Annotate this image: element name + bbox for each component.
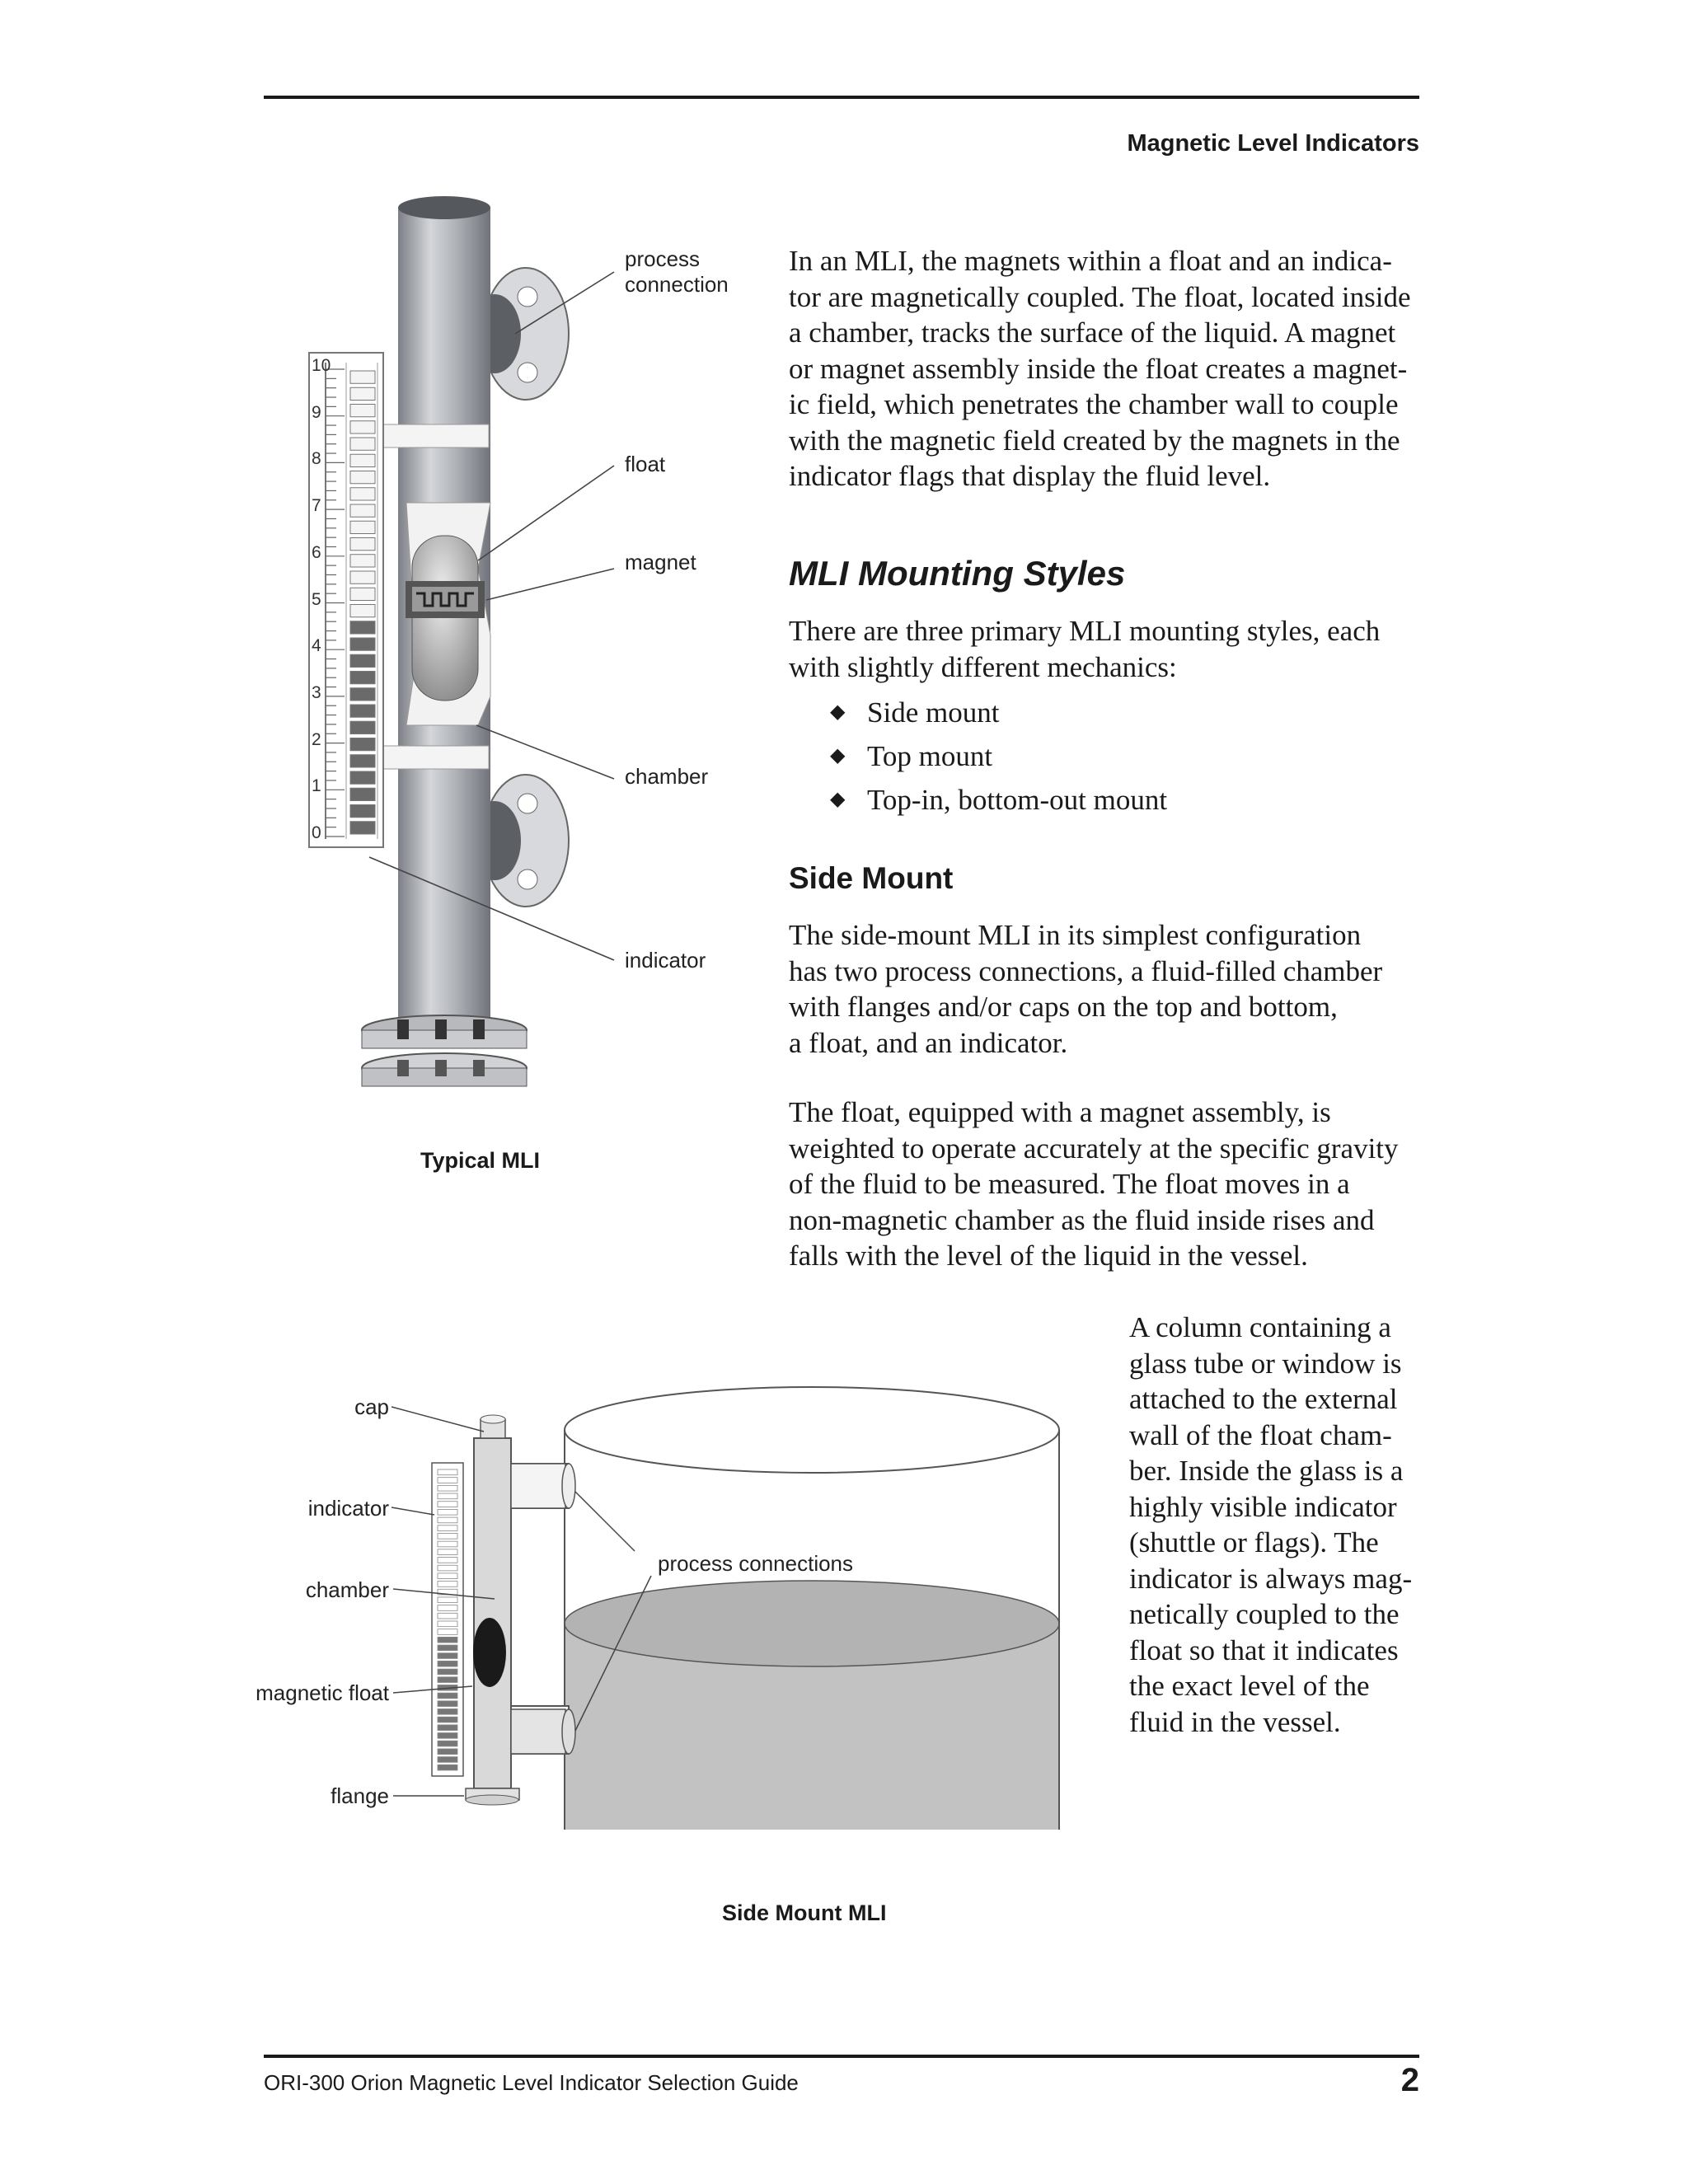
indicator-flag (438, 1558, 457, 1563)
intro-line: In an MLI, the magnets within a float and an indica- (789, 245, 1392, 277)
indicator-flag (438, 1565, 457, 1571)
label-cap: cap (354, 1394, 389, 1419)
indicator-flag (438, 1677, 457, 1683)
scale-number: 5 (312, 589, 321, 609)
label-indicator: indicator (307, 1496, 389, 1521)
page-number: 2 (1400, 2062, 1419, 2098)
indicator-flag (350, 755, 375, 767)
mounting-intro-line: with slightly different mechanics: (789, 650, 1177, 683)
leader-process-connection-upper (575, 1492, 635, 1551)
mounting-styles-list (789, 691, 1167, 822)
indicator-flag (350, 705, 375, 717)
side-mount-paragraph-1 (789, 917, 1382, 1061)
indicator-flag (438, 1653, 457, 1659)
label-float: float (625, 452, 666, 476)
paragraph-line: fluid in the vessel. (1129, 1705, 1341, 1738)
indicator-flag (438, 1749, 457, 1755)
paragraph-line: non-magnetic chamber as the fluid inside rises and (789, 1203, 1375, 1236)
paragraph-line: of the fluid to be measured. The float moves in a (789, 1168, 1350, 1200)
diamond-bullet-icon: ◆ (830, 701, 846, 723)
intro-line: with the magnetic field created by the magnets in the (789, 424, 1400, 457)
indicator-flag (350, 521, 375, 533)
paragraph-line: falls with the level of the liquid in the vessel. (789, 1240, 1308, 1272)
indicator-flag (438, 1526, 457, 1531)
intro-line: a chamber, tracks the surface of the liquid. A magnet (789, 316, 1396, 349)
leader-indicator (392, 1507, 434, 1515)
indicator-flag (350, 555, 375, 567)
scale-number: 10 (312, 356, 331, 375)
paragraph-line: glass tube or window is (1129, 1347, 1402, 1380)
indicator-flag (350, 588, 375, 600)
paragraph-line: float so that it indicates (1129, 1633, 1399, 1666)
scale-number: 1 (312, 776, 321, 796)
scale-number: 2 (312, 729, 321, 749)
paragraph-line: a float, and an indicator. (789, 1026, 1068, 1059)
indicator-flag (350, 654, 375, 667)
diamond-bullet-icon: ◆ (830, 745, 846, 766)
indicator-flag (438, 1502, 457, 1507)
indicator-flag (350, 672, 375, 684)
scale-number: 3 (312, 682, 321, 702)
paragraph-line: indicator is always mag- (1129, 1562, 1413, 1595)
intro-line: ic field, which penetrates the chamber wall to couple (789, 388, 1399, 420)
section-header: Magnetic Level Indicators (1127, 130, 1419, 157)
indicator-flag (438, 1478, 457, 1483)
indicator-flag (438, 1509, 457, 1515)
mounting-intro-line: There are three primary MLI mounting styles, each (789, 615, 1381, 647)
paragraph-line: has two process connections, a fluid-filled chamber (789, 954, 1383, 987)
scale-number: 8 (312, 449, 321, 469)
paragraph-line: weighted to operate accurately at the specific gravity (789, 1132, 1399, 1165)
typical-mli-figure (297, 194, 758, 1125)
paragraph-line: ber. Inside the glass is a (1129, 1455, 1404, 1487)
indicator-flag (438, 1549, 457, 1555)
bottom-flange (362, 1015, 527, 1086)
indicator-flag (438, 1645, 457, 1651)
label-process-connections: process connections (658, 1551, 854, 1576)
bottom-rule (264, 2055, 1419, 2058)
label-flange: flange (331, 1783, 389, 1808)
upper-band (383, 424, 489, 448)
indicator-flag (438, 1725, 457, 1731)
indicator-flag (350, 638, 375, 650)
leader-chamber (476, 725, 614, 779)
top-rule (264, 96, 1419, 99)
indicator-flag (438, 1517, 457, 1523)
paragraph-line: wall of the float cham- (1129, 1418, 1392, 1451)
list-item: ◆ Top mount (789, 734, 1167, 778)
indicator-flag (350, 571, 375, 583)
paragraph-line: The float, equipped with a magnet assembly, is (789, 1096, 1331, 1128)
indicator-flag (438, 1485, 457, 1491)
side-mount-paragraph-3 (1129, 1310, 1412, 1740)
paragraph-line: The side-mount MLI in its simplest configuration (789, 919, 1362, 951)
intro-line: indicator flags that display the fluid level. (789, 460, 1271, 492)
paragraph-line: with flanges and/or caps on the top and bottom, (789, 991, 1338, 1023)
indicator-flag (350, 421, 375, 434)
paragraph-line: A column containing a (1129, 1311, 1391, 1343)
indicator-flag (438, 1709, 457, 1715)
list-item: ◆ Side mount (789, 691, 1167, 734)
indicator-flag (350, 721, 375, 733)
side-chamber (466, 1415, 575, 1805)
indicator-flag (438, 1533, 457, 1539)
indicator-flag (438, 1613, 457, 1619)
mounting-intro (789, 613, 1380, 685)
scale-number: 6 (312, 542, 321, 562)
indicator-flag (350, 738, 375, 751)
float (406, 536, 485, 701)
indicator-flag (438, 1469, 457, 1475)
scale-number: 4 (312, 636, 321, 656)
figure2-caption: Side Mount MLI (722, 1900, 887, 1925)
paragraph-line: highly visible indicator (1129, 1490, 1397, 1523)
vessel-tank (565, 1387, 1059, 1830)
indicator-flag (350, 371, 375, 383)
label-chamber: chamber (625, 764, 709, 789)
scale-number: 9 (312, 402, 321, 422)
label-indicator: indicator (625, 948, 706, 972)
indicator-flag (350, 688, 375, 701)
indicator-flag (438, 1541, 457, 1547)
scale-number: 7 (312, 496, 321, 516)
indicator-flag (438, 1669, 457, 1675)
indicator-flag (350, 405, 375, 417)
indicator-flag (350, 488, 375, 500)
paragraph-line: netically coupled to the (1129, 1598, 1400, 1630)
indicator-flag (438, 1733, 457, 1739)
leader-magnet (486, 569, 614, 600)
indicator-flag (438, 1717, 457, 1722)
indicator-flag (350, 788, 375, 800)
indicator-flag (438, 1757, 457, 1763)
indicator-flag (438, 1582, 457, 1587)
paragraph-line: the exact level of the (1129, 1670, 1370, 1702)
indicator-flag (438, 1693, 457, 1699)
indicator-flag (350, 771, 375, 784)
indicator-flag (350, 538, 375, 551)
paragraph-line: (shuttle or flags). The (1129, 1526, 1379, 1558)
indicator-flag (350, 471, 375, 484)
intro-line: tor are magnetically coupled. The float, located inside (789, 280, 1411, 313)
intro-paragraph (789, 243, 1410, 494)
leader-cap (392, 1407, 484, 1432)
intro-line: or magnet assembly inside the float creates a magnet- (789, 352, 1408, 385)
label-chamber: chamber (305, 1577, 389, 1602)
indicator-flag (350, 387, 375, 400)
diamond-bullet-icon: ◆ (830, 789, 846, 810)
footer-guide-title: ORI-300 Orion Magnetic Level Indicator Selection Guide (264, 2070, 799, 2095)
magnetic-float (473, 1618, 506, 1687)
indicator-flag (350, 822, 375, 834)
indicator-flag (438, 1765, 457, 1770)
indicator-flag (438, 1629, 457, 1635)
scale-number: 0 (312, 823, 321, 842)
list-item: ◆ Top-in, bottom-out mount (789, 778, 1167, 822)
indicator-flag (350, 504, 375, 517)
side-mount-paragraph-2 (789, 1094, 1399, 1274)
indicator-flag (350, 621, 375, 634)
indicator-flag (438, 1493, 457, 1499)
mounting-styles-heading: MLI Mounting Styles (789, 554, 1126, 593)
label-process-connection: process connection (625, 246, 729, 297)
indicator-flag (438, 1701, 457, 1707)
indicator-flag (438, 1597, 457, 1603)
indicator-flag (350, 605, 375, 617)
indicator-flag (350, 805, 375, 818)
side-mount-heading: Side Mount (789, 861, 954, 895)
indicator-flag (350, 454, 375, 466)
lower-band (383, 746, 489, 769)
leader-float (478, 466, 614, 560)
pipe-top-cap (398, 196, 490, 219)
figure1-caption: Typical MLI (420, 1148, 541, 1173)
label-magnetic-float: magnetic float (256, 1680, 389, 1705)
paragraph-line: attached to the external (1129, 1383, 1398, 1415)
indicator-flag (438, 1741, 457, 1746)
indicator-flag (350, 438, 375, 450)
indicator-flag (438, 1661, 457, 1666)
indicator-flag (438, 1605, 457, 1611)
indicator-flag (438, 1573, 457, 1579)
indicator-flag (438, 1637, 457, 1643)
indicator-flag (438, 1621, 457, 1627)
label-magnet: magnet (625, 550, 696, 574)
